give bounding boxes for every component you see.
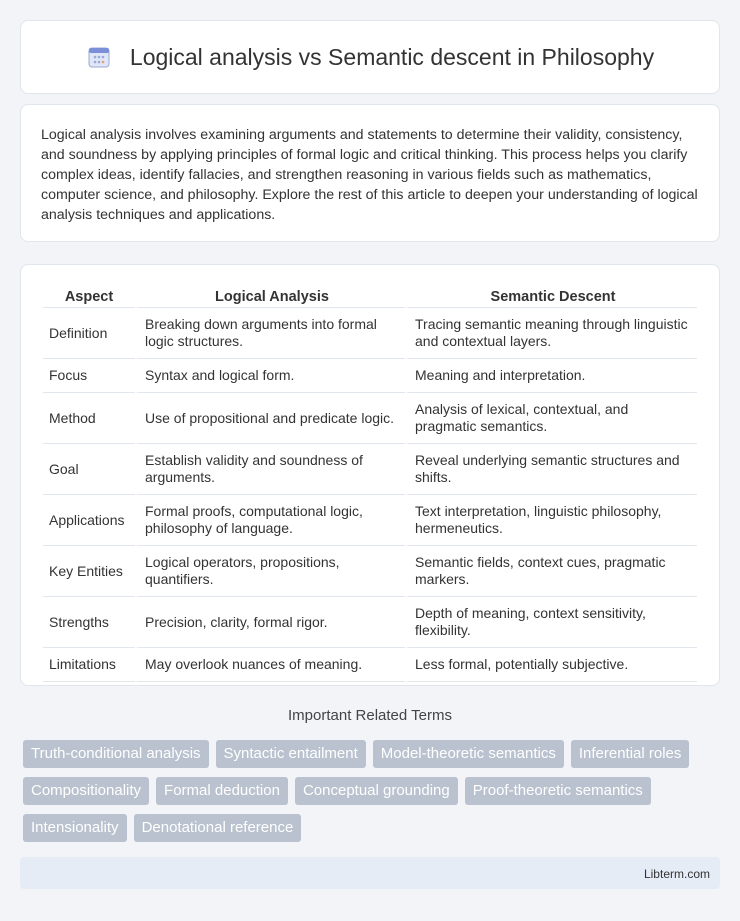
table-row bbox=[43, 546, 697, 597]
related-term-tag[interactable]: Compositionality bbox=[23, 777, 149, 805]
comparison-table-card bbox=[20, 264, 720, 686]
cell-logical-analysis: Formal proofs, computational logic, philosophy of language. bbox=[135, 495, 405, 546]
cell-aspect: Strengths bbox=[43, 597, 135, 648]
table-row bbox=[43, 495, 697, 546]
table-row bbox=[43, 648, 697, 682]
cell-semantic-descent: Meaning and interpretation. bbox=[405, 359, 697, 393]
related-term-tag[interactable]: Syntactic entailment bbox=[216, 740, 366, 768]
cell-aspect: Definition bbox=[43, 308, 135, 359]
cell-logical-analysis: Breaking down arguments into formal logic structures. bbox=[135, 308, 405, 359]
cell-logical-analysis: Logical operators, propositions, quantifiers. bbox=[135, 546, 405, 597]
cell-aspect: Applications bbox=[43, 495, 135, 546]
cell-semantic-descent: Text interpretation, linguistic philosophy, hermeneutics. bbox=[405, 495, 697, 546]
cell-semantic-descent: Depth of meaning, context sensitivity, flexibility. bbox=[405, 597, 697, 648]
table-row bbox=[43, 359, 697, 393]
cell-aspect: Focus bbox=[43, 359, 135, 393]
cell-semantic-descent: Reveal underlying semantic structures and shifts. bbox=[405, 444, 697, 495]
intro-text: Logical analysis involves examining arguments and statements to determine their validity, consistency, and soundness by applying principles of formal logic and critical thinking. This process helps you clarify complex ideas, identify fallacies, and strengthen reasoning in various fields such as mathematics, computer science, and philosophy. Explore the rest of this article to deepen your understanding of logical analysis techniques and applications. bbox=[41, 127, 698, 223]
related-term-tag[interactable]: Conceptual grounding bbox=[295, 777, 458, 805]
related-terms-list bbox=[23, 740, 723, 842]
table-row bbox=[43, 393, 697, 444]
cell-aspect: Goal bbox=[43, 444, 135, 495]
table-body bbox=[43, 308, 697, 682]
title-wrap bbox=[86, 44, 654, 71]
cell-logical-analysis: Precision, clarity, formal rigor. bbox=[135, 597, 405, 648]
table-header-row bbox=[43, 283, 697, 308]
cell-logical-analysis: Establish validity and soundness of arguments. bbox=[135, 444, 405, 495]
cell-semantic-descent: Tracing semantic meaning through linguistic and contextual layers. bbox=[405, 308, 697, 359]
related-term-tag[interactable]: Denotational reference bbox=[134, 814, 302, 842]
cell-semantic-descent: Less formal, potentially subjective. bbox=[405, 648, 697, 682]
header-logical-analysis: Logical Analysis bbox=[135, 283, 405, 308]
cell-logical-analysis: Use of propositional and predicate logic. bbox=[135, 393, 405, 444]
cell-logical-analysis: Syntax and logical form. bbox=[135, 359, 405, 393]
cell-logical-analysis: May overlook nuances of meaning. bbox=[135, 648, 405, 682]
related-term-tag[interactable]: Inferential roles bbox=[571, 740, 690, 768]
related-terms-title: Important Related Terms bbox=[288, 707, 452, 724]
table-row bbox=[43, 597, 697, 648]
table-row bbox=[43, 308, 697, 359]
header-card bbox=[20, 20, 720, 94]
comparison-table bbox=[43, 283, 697, 682]
header-semantic-descent: Semantic Descent bbox=[405, 283, 697, 308]
cell-aspect: Key Entities bbox=[43, 546, 135, 597]
page-title: Logical analysis vs Semantic descent in Philosophy bbox=[129, 43, 655, 70]
intro-card bbox=[20, 104, 720, 242]
related-term-tag[interactable]: Formal deduction bbox=[156, 777, 288, 805]
document-icon bbox=[86, 44, 112, 70]
related-term-tag[interactable]: Truth-conditional analysis bbox=[23, 740, 209, 768]
table-row bbox=[43, 444, 697, 495]
related-term-tag[interactable]: Intensionality bbox=[23, 814, 127, 842]
cell-semantic-descent: Semantic fields, context cues, pragmatic markers. bbox=[405, 546, 697, 597]
related-term-tag[interactable]: Proof-theoretic semantics bbox=[465, 777, 651, 805]
cell-aspect: Method bbox=[43, 393, 135, 444]
cell-semantic-descent: Analysis of lexical, contextual, and pragmatic semantics. bbox=[405, 393, 697, 444]
related-term-tag[interactable]: Model-theoretic semantics bbox=[373, 740, 564, 768]
footer-site-link[interactable]: Libterm.com bbox=[643, 867, 710, 881]
footer bbox=[20, 857, 720, 889]
cell-aspect: Limitations bbox=[43, 648, 135, 682]
header-aspect: Aspect bbox=[43, 283, 135, 308]
